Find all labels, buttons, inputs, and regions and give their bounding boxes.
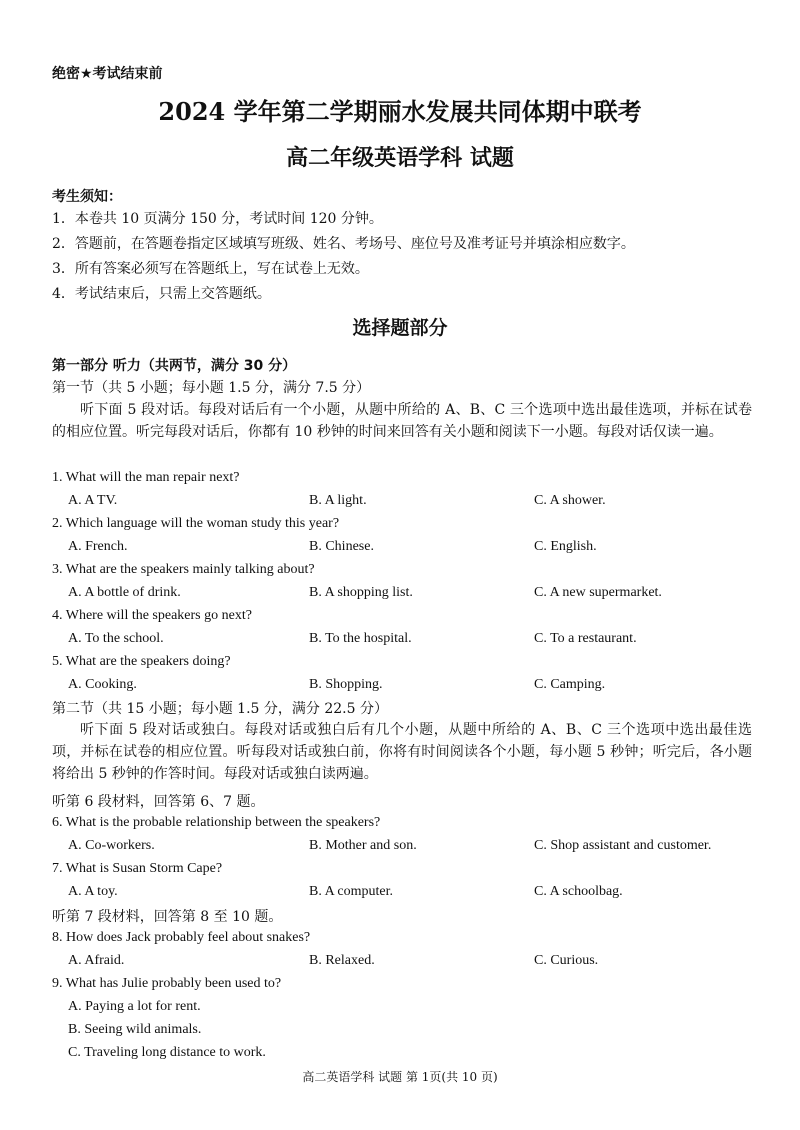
question-7: 7. What is Susan Storm Cape? xyxy=(52,861,223,876)
section2-title: 第二节（共 15 小题；每小题 1.5 分，满分 22.5 分） xyxy=(52,701,388,717)
question-6: 6. What is the probable relationship between the speakers? xyxy=(52,815,381,830)
section2-instructions: 听下面 5 段对话或独白。每段对话或独白后有几个小题，从题中所给的 A、B、C 三个选项中选出最佳选项，并标在试卷的相应位置。听每段对话或独白前，你将有时间阅读各个小题，每小题 5 秒钟；听完后，各小题将给出 5 秒钟的作答时间。每段对话或独白读两遍。 xyxy=(52,722,752,782)
option-b: B. Shopping. xyxy=(309,677,383,692)
option-a: A. A TV. xyxy=(68,493,118,508)
confidential-label: 绝密★考试结束前 xyxy=(52,66,163,82)
option-c: C. A shower. xyxy=(534,493,606,508)
option-c: C. To a restaurant. xyxy=(534,631,637,646)
option-b: B. Chinese. xyxy=(309,539,374,554)
option-a: A. Afraid. xyxy=(68,953,125,968)
option-a: A. Cooking. xyxy=(68,677,137,692)
notice-item: 1．本卷共 10 页满分 150 分，考试时间 120 分钟。 xyxy=(52,211,383,227)
option-a: A. Paying a lot for rent. xyxy=(68,999,201,1014)
notice-item: 4．考试结束后，只需上交答题纸。 xyxy=(52,286,271,302)
option-c: C. Curious. xyxy=(534,953,599,968)
question-1: 1. What will the man repair next? xyxy=(52,470,240,485)
option-c: C. English. xyxy=(534,539,597,554)
section-title: 选择题部分 xyxy=(352,317,448,339)
option-b: B. A shopping list. xyxy=(309,585,413,600)
option-c: C. A schoolbag. xyxy=(534,884,623,899)
notice-item: 2．答题前，在答题卷指定区域填写班级、姓名、考场号、座位号及准考证号并填涂相应数字。 xyxy=(52,236,635,252)
option-b: B. Mother and son. xyxy=(309,838,417,853)
option-c: C. Camping. xyxy=(534,677,606,692)
section1-title: 第一节（共 5 小题；每小题 1.5 分，满分 7.5 分） xyxy=(52,380,371,396)
option-c: C. Traveling long distance to work. xyxy=(68,1045,266,1060)
option-a: A. A toy. xyxy=(68,884,118,899)
notice-item: 3．所有答案必须写在答题纸上，写在试卷上无效。 xyxy=(52,261,369,277)
part1-heading: 第一部分 听力（共两节，满分 30 分） xyxy=(52,358,297,374)
page-footer: 高二英语学科 试题 第 1页(共 10 页) xyxy=(302,1070,498,1084)
question-4: 4. Where will the speakers go next? xyxy=(52,608,252,623)
option-b: B. Relaxed. xyxy=(309,953,375,968)
exam-title: 2024 学年第二学期丽水发展共同体期中联考 xyxy=(158,97,642,126)
material-7-note: 听第 7 段材料，回答第 8 至 10 题。 xyxy=(52,909,283,925)
question-3: 3. What are the speakers mainly talking about? xyxy=(52,562,315,577)
question-2: 2. Which language will the woman study this year? xyxy=(52,516,340,531)
option-b: B. To the hospital. xyxy=(309,631,412,646)
exam-subtitle: 高二年级英语学科 试题 xyxy=(286,145,514,171)
question-9: 9. What has Julie probably been used to? xyxy=(52,976,282,991)
option-a: A. A bottle of drink. xyxy=(68,585,181,600)
option-b: B. Seeing wild animals. xyxy=(68,1022,202,1037)
question-8: 8. How does Jack probably feel about snakes? xyxy=(52,930,311,945)
option-a: A. French. xyxy=(68,539,128,554)
option-a: A. Co-workers. xyxy=(68,838,155,853)
material-6-note: 听第 6 段材料，回答第 6、7 题。 xyxy=(52,794,265,810)
section1-instructions: 听下面 5 段对话。每段对话后有一个小题，从题中所给的 A、B、C 三个选项中选出最佳选项，并标在试卷的相应位置。听完每段对话后，你都有 10 秒钟的时间来回答有关小题和阅读下一小题。每段对话仅读一遍。 xyxy=(52,402,752,440)
option-c: C. A new supermarket. xyxy=(534,585,662,600)
option-b: B. A light. xyxy=(309,493,367,508)
option-b: B. A computer. xyxy=(309,884,393,899)
notice-heading: 考生须知： xyxy=(52,189,122,205)
option-c: C. Shop assistant and customer. xyxy=(534,838,712,853)
question-5: 5. What are the speakers doing? xyxy=(52,654,231,669)
option-a: A. To the school. xyxy=(68,631,164,646)
